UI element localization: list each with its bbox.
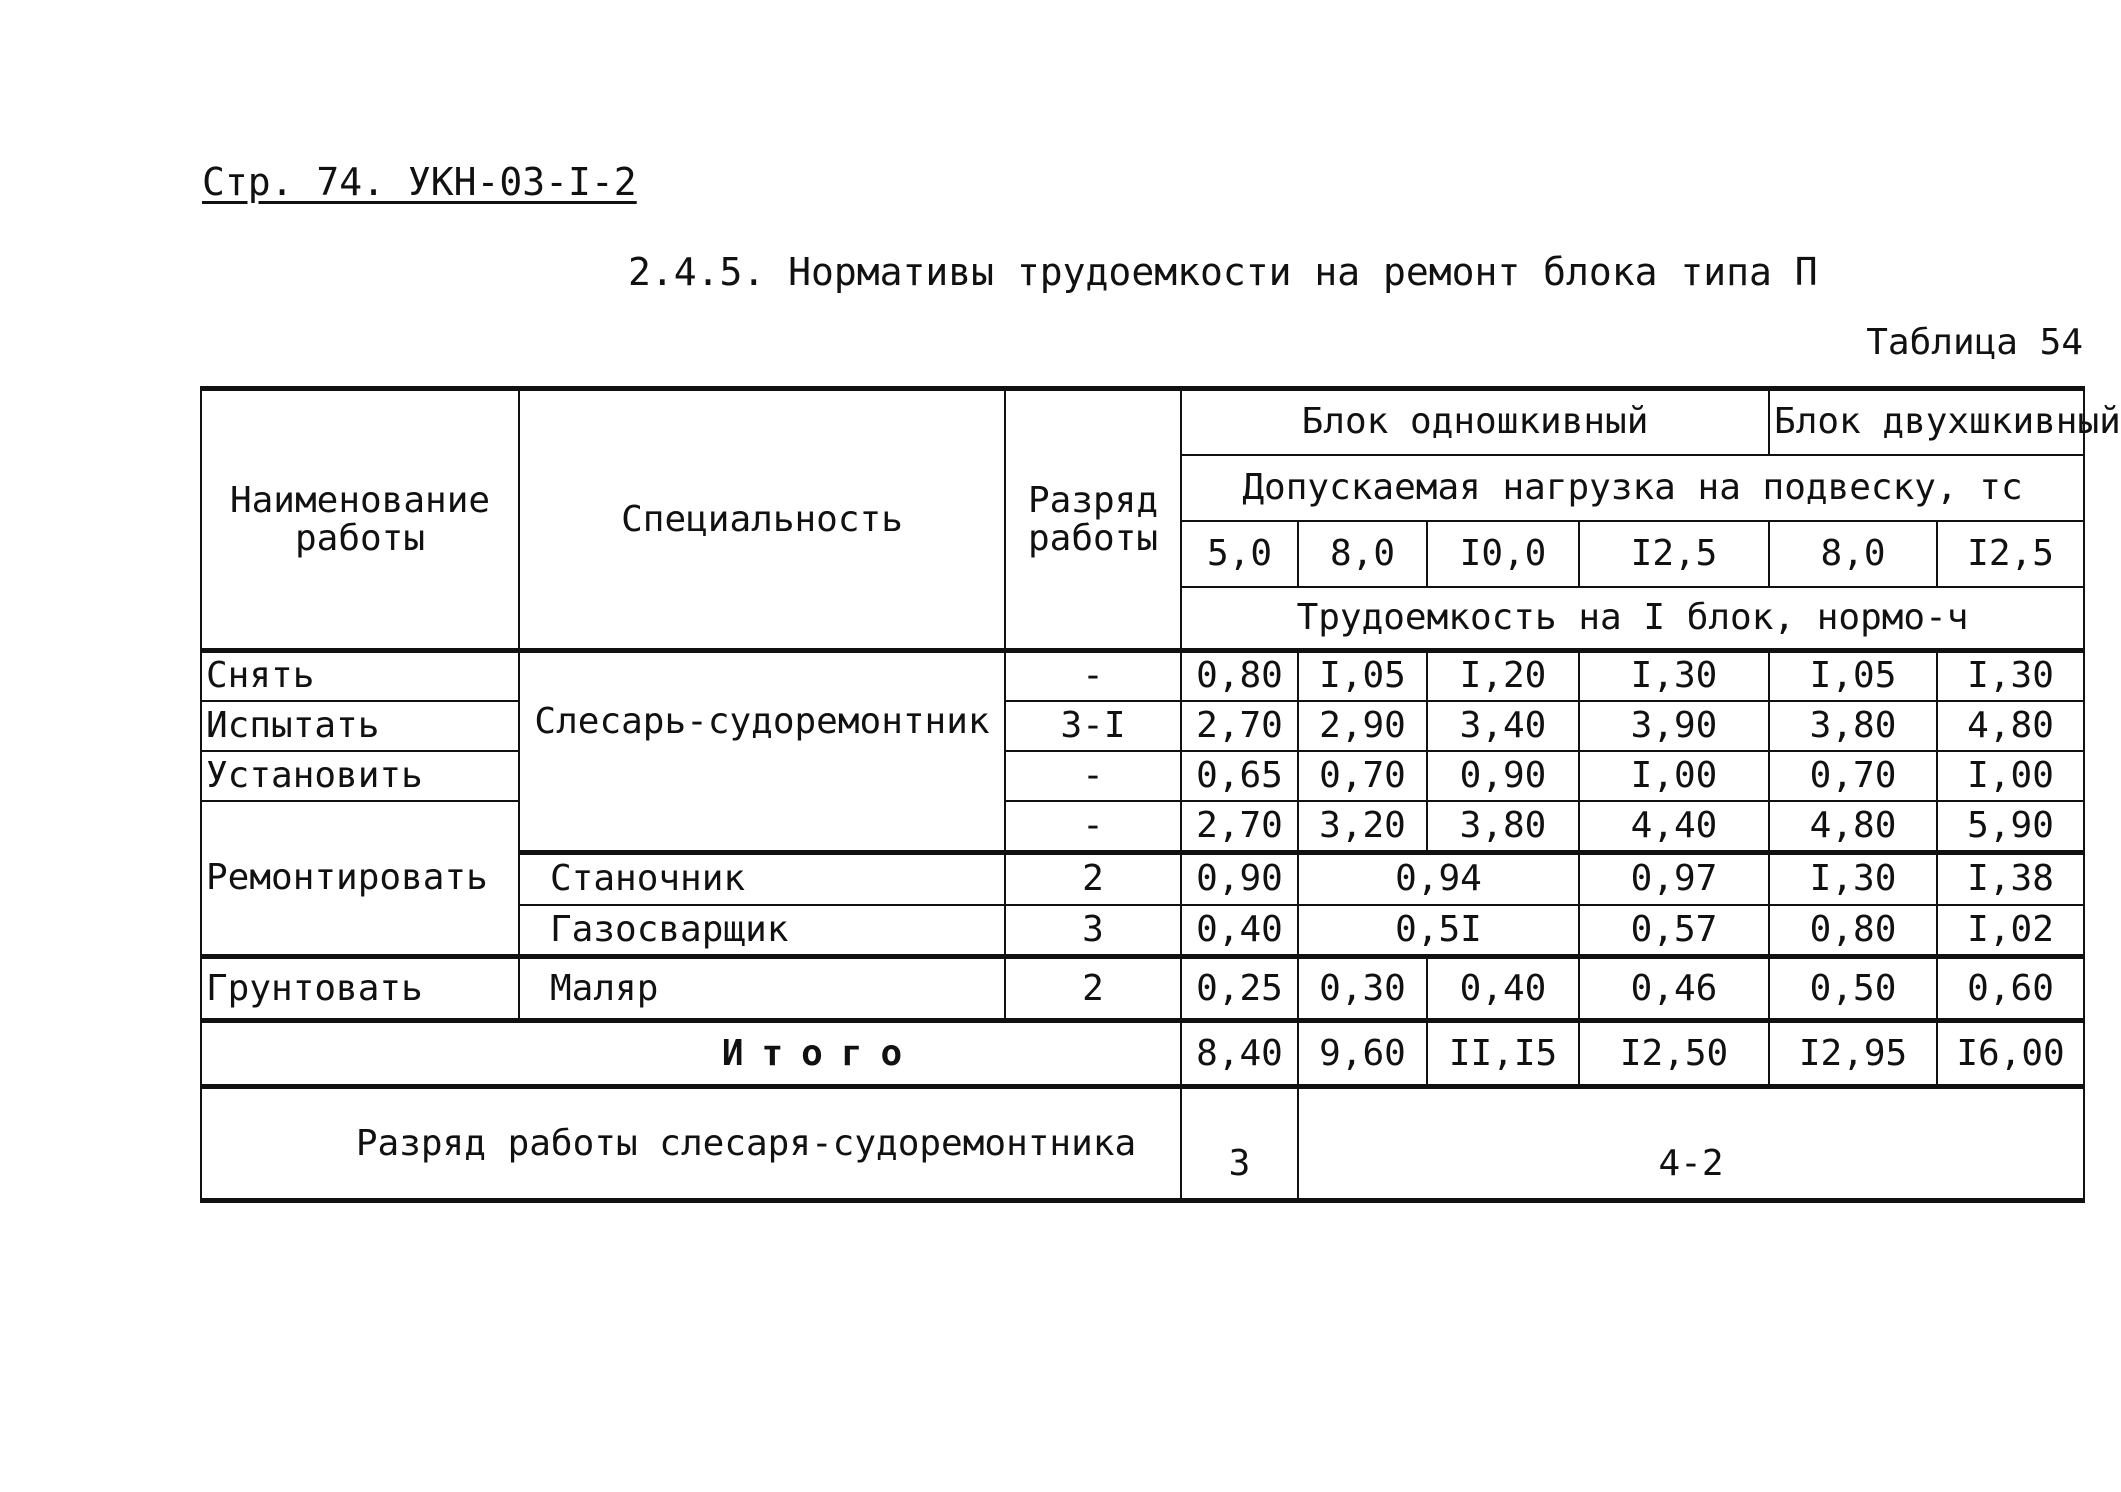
header-grade: Разряд работы [1005,389,1181,651]
row-specialty: Слесарь-судоремонтник [519,651,1005,853]
cell-value: I,30 [1769,853,1937,905]
table-row [201,651,2084,701]
row-work-name: Испытать [201,701,519,751]
cell-value: I,38 [1937,853,2084,905]
fitter-grade-label: Разряд работы слесаря-судоремонтника [201,1087,1181,1201]
load-value: I2,5 [1579,521,1769,587]
header-labor-intensity: Трудоемкость на I блок, нормо-ч [1181,587,2084,651]
cell-value: 0,30 [1298,957,1427,1021]
row-grade: 2 [1005,853,1181,905]
labor-norms-table [200,386,2121,1203]
total-value: I2,50 [1579,1021,1769,1087]
fitter-grade-rest: 4-2 [1298,1087,2084,1201]
cell-value: 3,80 [1427,801,1579,853]
total-label: Итого [201,1021,1181,1087]
table-row [201,801,2084,853]
cell-value: 0,97 [1579,853,1769,905]
row-work-name: Грунтовать [201,957,519,1021]
total-row [201,1021,2084,1087]
cell-value: 5,90 [1937,801,2084,853]
cell-value: 0,25 [1181,957,1298,1021]
cell-value: 4,40 [1579,801,1769,853]
fitter-grade-first: 3 [1181,1087,1298,1201]
row-work-name: Установить [201,751,519,801]
cell-value: 3,90 [1579,701,1769,751]
cell-value: I,20 [1427,651,1579,701]
cell-value: 0,60 [1937,957,2084,1021]
total-value: 9,60 [1298,1021,1427,1087]
row-grade: 2 [1005,957,1181,1021]
load-value: 5,0 [1181,521,1298,587]
cell-value: I,30 [1579,651,1769,701]
cell-value: I,02 [1937,905,2084,957]
cell-value: 0,94 [1298,853,1579,905]
page-reference: Стр. 74. УКН-03-I-2 [202,160,637,204]
row-specialty: Маляр [519,957,1005,1021]
table-number-label: Таблица 54 [1866,322,2083,363]
row-grade: 3-I [1005,701,1181,751]
cell-value: 0,5I [1298,905,1579,957]
cell-value: 0,80 [1181,651,1298,701]
header-double-block: Блок двухшкивный [1769,389,2084,455]
cell-value: I,05 [1298,651,1427,701]
cell-value: 0,40 [1427,957,1579,1021]
row-grade: 3 [1005,905,1181,957]
cell-value: 0,65 [1181,751,1298,801]
cell-value: 0,90 [1181,853,1298,905]
row-work-name-repair: Ремонтировать [201,801,519,957]
cell-value: I,00 [1579,751,1769,801]
total-value: I6,00 [1937,1021,2084,1087]
load-value: 8,0 [1769,521,1937,587]
header-work-name: Наименование работы [201,389,519,651]
row-work-name: Снять [201,651,519,701]
cell-value: 4,80 [1769,801,1937,853]
cell-value: I,30 [1937,651,2084,701]
cell-value: I,00 [1937,751,2084,801]
cell-value: 0,70 [1769,751,1937,801]
cell-value: 2,70 [1181,701,1298,751]
table-row [201,751,2084,801]
cell-value: 2,70 [1181,801,1298,853]
cell-value: 0,70 [1298,751,1427,801]
cell-value: 0,50 [1769,957,1937,1021]
row-grade: - [1005,801,1181,853]
cell-value: I,05 [1769,651,1937,701]
table-row [201,701,2084,751]
header-single-block: Блок одношкивный [1181,389,1769,455]
cell-value: 3,40 [1427,701,1579,751]
cell-value: 0,40 [1181,905,1298,957]
cell-value: 0,90 [1427,751,1579,801]
row-grade: - [1005,751,1181,801]
cell-value: 3,80 [1769,701,1937,751]
table-row [201,957,2084,1021]
row-specialty: Газосварщик [519,905,1005,957]
header-allowed-load: Допускаемая нагрузка на подвеску, тс [1181,455,2084,521]
cell-value: 2,90 [1298,701,1427,751]
load-value: 8,0 [1298,521,1427,587]
load-value: I2,5 [1937,521,2084,587]
total-value: II,I5 [1427,1021,1579,1087]
fitter-grade-row [201,1087,2084,1201]
total-value: I2,95 [1769,1021,1937,1087]
section-title: 2.4.5. Нормативы трудоемкости на ремонт блока типа П [628,250,1818,294]
cell-value: 0,46 [1579,957,1769,1021]
header-specialty: Специальность [519,389,1005,651]
cell-value: 3,20 [1298,801,1427,853]
row-grade: - [1005,651,1181,701]
cell-value: 0,57 [1579,905,1769,957]
row-specialty: Станочник [519,853,1005,905]
cell-value: 4,80 [1937,701,2084,751]
cell-value: 0,80 [1769,905,1937,957]
total-value: 8,40 [1181,1021,1298,1087]
load-value: I0,0 [1427,521,1579,587]
